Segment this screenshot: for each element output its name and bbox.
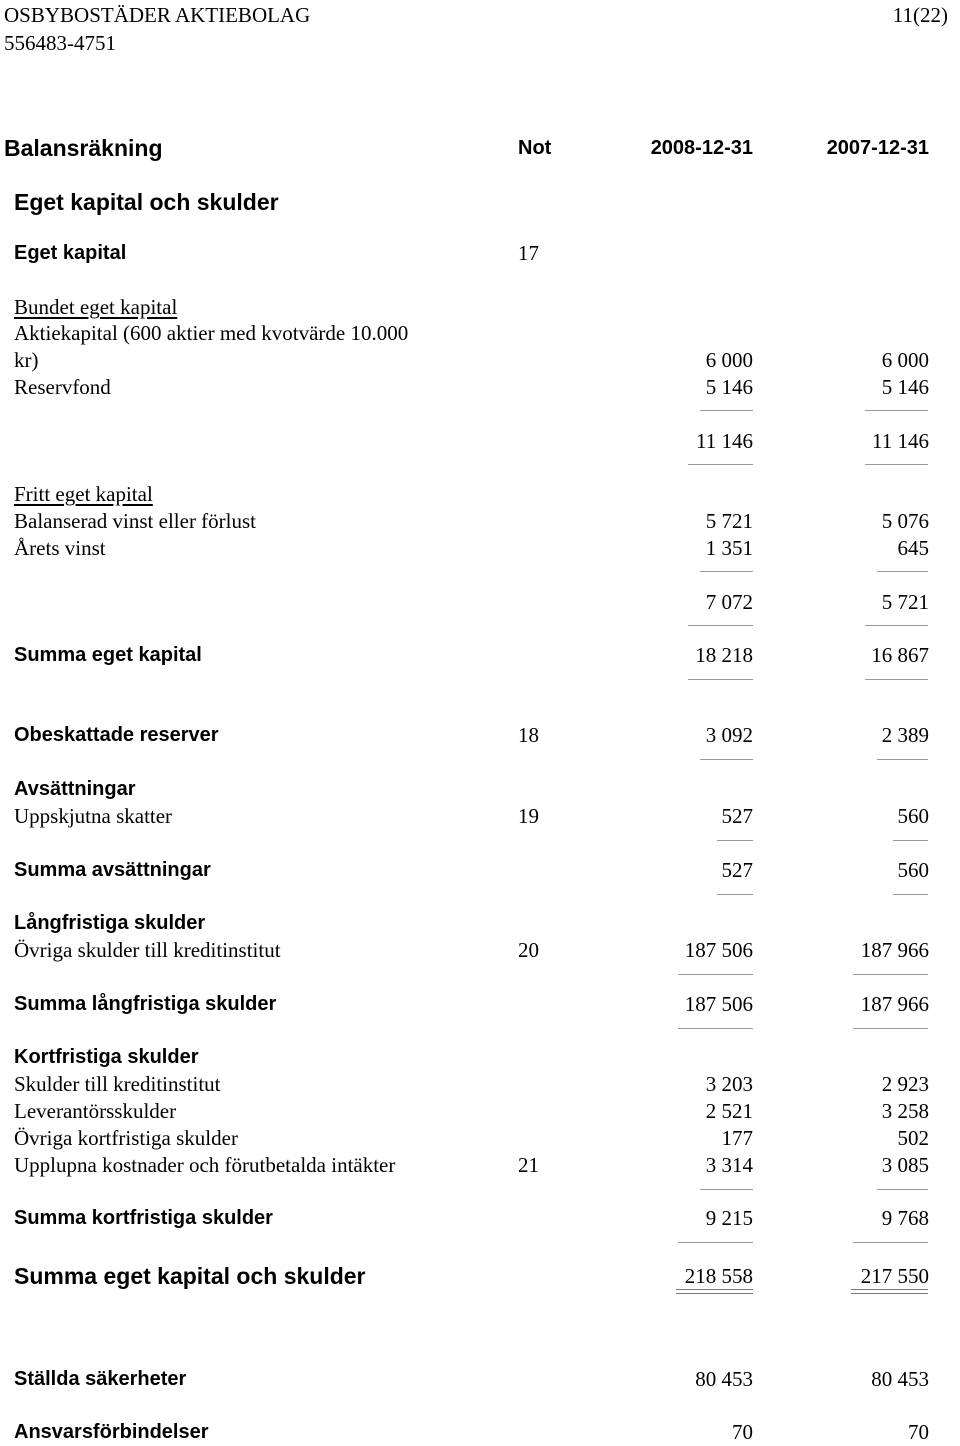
langfristiga-heading-row [0, 910, 960, 937]
column-header-2007: 2007-12-31 [826, 137, 929, 159]
summa-langfristiga-row [0, 991, 960, 1018]
section-heading-text: Eget kapital och skulder [14, 189, 279, 215]
row-label: Summa eget kapital och skulder [14, 1263, 366, 1289]
rule-line [893, 894, 928, 895]
value-2008: 3 203 [705, 1072, 753, 1096]
row-label: Kortfristiga skulder [14, 1046, 199, 1068]
uppskjutna-skatter-row [0, 803, 960, 830]
value-2007: 16 867 [871, 643, 929, 667]
stallda-sakerheter-row [0, 1366, 960, 1393]
value-2007: 502 [897, 1126, 929, 1150]
row-label: Summa kortfristiga skulder [14, 1207, 273, 1229]
row-label: Ställda säkerheter [14, 1368, 187, 1390]
value-2008: 177 [721, 1126, 753, 1150]
balanserad-row [0, 508, 960, 535]
aktiekapital-row-2 [0, 347, 960, 374]
value-2007: 187 966 [860, 992, 929, 1016]
arets-vinst-row [0, 535, 960, 562]
rule-line [678, 1028, 753, 1029]
note-number: 21 [518, 1153, 539, 1177]
rule-line [688, 464, 753, 465]
reservfond-row [0, 374, 960, 401]
ovriga-skulder-kredit-row [0, 937, 960, 964]
rule-line [700, 759, 753, 760]
row-label: Ansvarsförbindelser [14, 1421, 209, 1443]
value-2008: 2 521 [705, 1099, 753, 1123]
rule-line [877, 571, 928, 572]
row-label: Summa avsättningar [14, 859, 211, 881]
rule-line [853, 974, 928, 975]
value-2008: 1 351 [705, 536, 753, 560]
rule-line [688, 679, 753, 680]
skulder-kreditinstitut-row [0, 1071, 960, 1098]
summa-kortfristiga-row [0, 1205, 960, 1232]
value-2008: 7 072 [705, 590, 753, 614]
note-number: 17 [518, 241, 539, 265]
value-2007: 5 146 [881, 375, 929, 399]
rule-line [865, 410, 928, 411]
rule-line [853, 1242, 928, 1243]
rule-line [877, 1189, 928, 1190]
value-2007: 645 [897, 536, 929, 560]
value-2007: 560 [897, 804, 929, 828]
obeskattade-reserver-row [0, 722, 960, 749]
value-2008: 5 146 [705, 375, 753, 399]
section-heading [0, 187, 960, 217]
rule-line [893, 840, 928, 841]
row-label: Summa långfristiga skulder [14, 993, 277, 1015]
rule-line [865, 625, 928, 626]
value-2008: 218 558 [684, 1264, 753, 1288]
rule-line [700, 571, 753, 572]
fritt-sum-row [0, 589, 960, 616]
bundet-heading-row [0, 294, 960, 321]
value-2008: 18 218 [695, 643, 753, 667]
eget-kapital-row [0, 240, 960, 267]
company-name: OSBYBOSTÄDER AKTIEBOLAG [4, 3, 311, 27]
value-2007: 3 085 [881, 1153, 929, 1177]
value-2007: 70 [908, 1420, 929, 1444]
value-2008: 3 314 [705, 1153, 753, 1177]
summa-avsattningar-row [0, 857, 960, 884]
note-number: 20 [518, 938, 539, 962]
value-2008: 5 721 [705, 509, 753, 533]
summa-total-row [0, 1260, 960, 1292]
double-rule [676, 1289, 753, 1294]
page-number: 11(22) [892, 3, 948, 27]
statement-title: Balansräkning [4, 135, 163, 161]
column-header-not: Not [518, 137, 552, 159]
bundet-sum-row [0, 428, 960, 455]
rule-line [678, 974, 753, 975]
value-2008: 3 092 [705, 723, 753, 747]
value-2007: 5 721 [881, 590, 929, 614]
row-label: Övriga kortfristiga skulder [14, 1126, 238, 1150]
value-2008: 70 [732, 1420, 753, 1444]
rule-line [877, 759, 928, 760]
rule-line [865, 679, 928, 680]
row-label: Långfristiga skulder [14, 912, 206, 934]
value-2008: 6 000 [705, 348, 753, 372]
value-2008: 80 453 [695, 1367, 753, 1391]
row-label: Aktiekapital (600 aktier med kvotvärde 10.000 [14, 321, 409, 345]
upplupna-kostnader-row [0, 1152, 960, 1179]
column-header-2008: 2008-12-31 [650, 137, 753, 159]
row-label: Bundet eget kapital [14, 295, 178, 319]
value-2008: 527 [721, 858, 753, 882]
value-2007: 2 923 [881, 1072, 929, 1096]
row-label: Reservfond [14, 375, 111, 399]
value-2007: 80 453 [871, 1367, 929, 1391]
kortfristiga-heading-row [0, 1044, 960, 1071]
rule-line [865, 464, 928, 465]
rule-line [678, 1242, 753, 1243]
summa-eget-kapital-row [0, 642, 960, 669]
aktiekapital-row-1 [0, 320, 960, 347]
value-2007: 6 000 [881, 348, 929, 372]
rule-line [688, 625, 753, 626]
note-number: 18 [518, 723, 539, 747]
value-2007: 560 [897, 858, 929, 882]
rule-line [700, 1189, 753, 1190]
row-label: Leverantörsskulder [14, 1099, 177, 1123]
row-label: Balanserad vinst eller förlust [14, 509, 257, 533]
rule-line [700, 410, 753, 411]
row-label: Uppskjutna skatter [14, 804, 173, 828]
row-label: Fritt eget kapital [14, 482, 153, 506]
double-rule [851, 1289, 928, 1294]
table-header-row [0, 133, 960, 163]
value-2007: 2 389 [881, 723, 929, 747]
org-number: 556483-4751 [4, 31, 116, 55]
value-2007: 217 550 [860, 1264, 929, 1288]
value-2008: 9 215 [705, 1206, 753, 1230]
rule-line [717, 840, 753, 841]
value-2008: 527 [721, 804, 753, 828]
avsattningar-heading-row [0, 776, 960, 803]
value-2007: 5 076 [881, 509, 929, 533]
leverantorsskulder-row [0, 1098, 960, 1125]
fritt-heading-row [0, 481, 960, 508]
row-label: Skulder till kreditinstitut [14, 1072, 221, 1096]
row-label: Summa eget kapital [14, 644, 202, 666]
row-label: Årets vinst [14, 536, 106, 560]
value-2007: 187 966 [860, 938, 929, 962]
row-label: Övriga skulder till kreditinstitut [14, 938, 281, 962]
rule-line [853, 1028, 928, 1029]
note-number: 19 [518, 804, 539, 828]
row-label: kr) [14, 348, 39, 372]
value-2008: 187 506 [684, 992, 753, 1016]
ovriga-kortfristiga-row [0, 1125, 960, 1152]
value-2008: 11 146 [696, 429, 753, 453]
rule-line [717, 894, 753, 895]
value-2007: 11 146 [872, 429, 929, 453]
value-2008: 187 506 [684, 938, 753, 962]
row-label: Avsättningar [14, 778, 136, 800]
row-label: Obeskattade reserver [14, 724, 219, 746]
row-label: Eget kapital [14, 242, 127, 264]
value-2007: 3 258 [881, 1099, 929, 1123]
value-2007: 9 768 [881, 1206, 929, 1230]
row-label: Upplupna kostnader och förutbetalda intäkter [14, 1153, 396, 1177]
